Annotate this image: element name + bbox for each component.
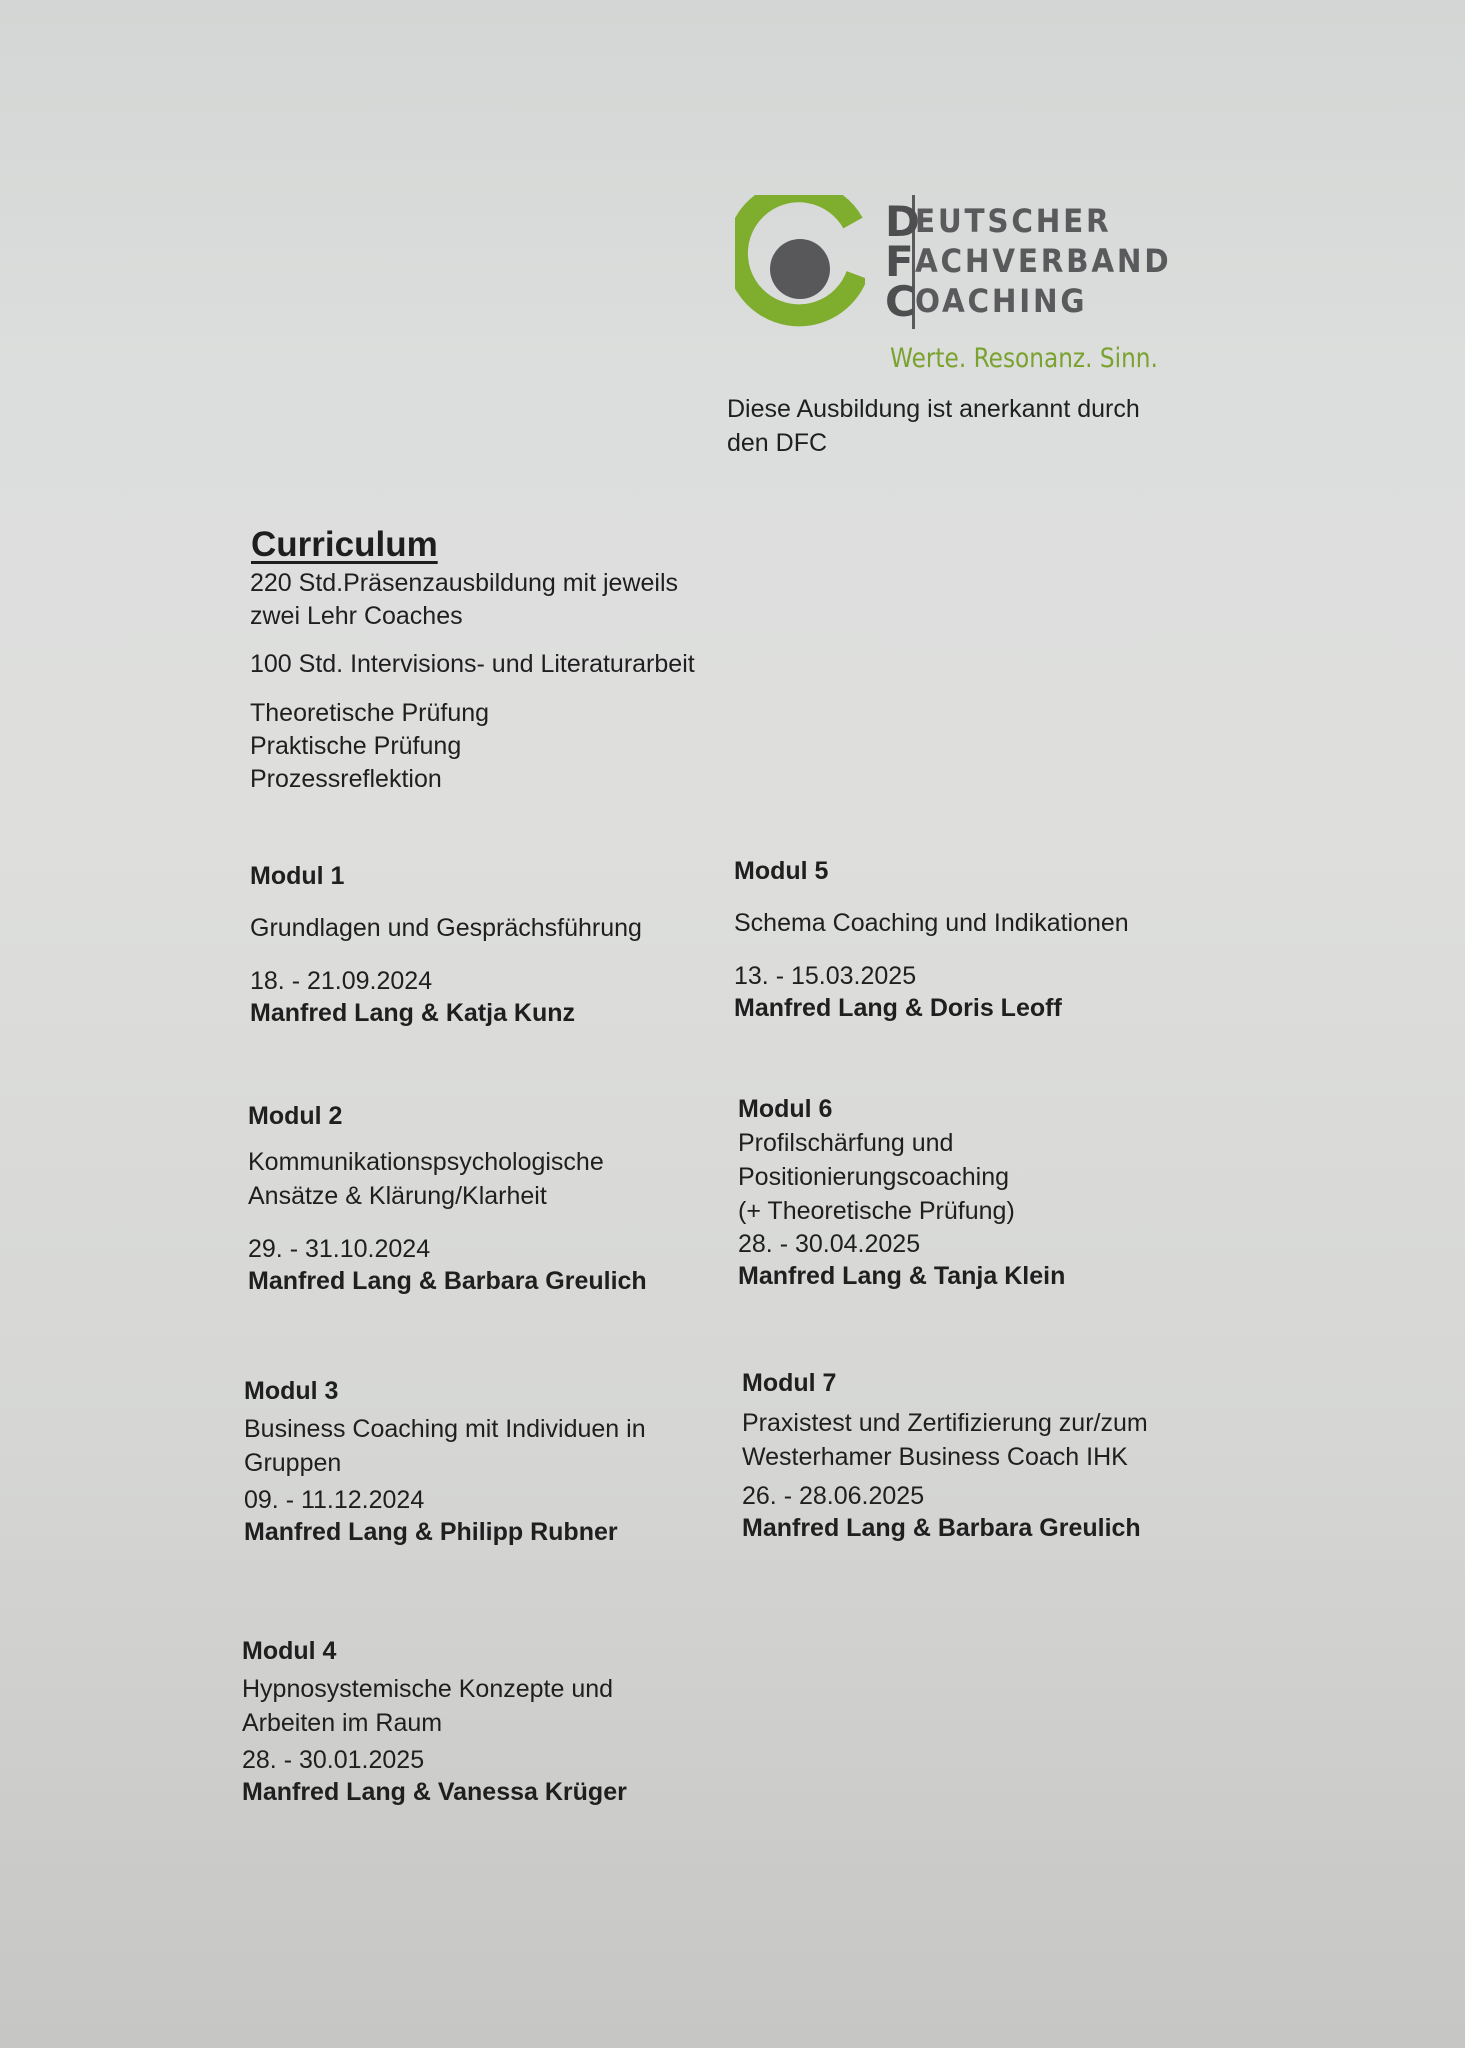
module-date: 29. - 31.10.2024	[248, 1235, 431, 1263]
module-title: Modul 2	[248, 1102, 343, 1130]
module-date: 18. - 21.09.2024	[250, 967, 433, 995]
module-topic: Ansätze & Klärung/Klarheit	[248, 1182, 547, 1210]
logo-word-deutscher: EUTSCHER	[915, 202, 1112, 240]
dfc-ring-icon	[735, 195, 865, 340]
module-topic: Kommunikationspsychologische	[248, 1148, 604, 1176]
module-2	[248, 1099, 718, 1297]
module-date: 26. - 28.06.2025	[742, 1482, 925, 1510]
recognition-line-2: den DFC	[727, 429, 828, 457]
module-coaches: Manfred Lang & Doris Leoff	[734, 994, 1062, 1022]
module-1	[250, 859, 720, 1029]
module-topic: Hypnosystemische Konzepte und	[242, 1675, 614, 1703]
module-6	[738, 1092, 1208, 1292]
module-topic: Schema Coaching und Indikationen	[734, 909, 1129, 937]
module-title: Modul 4	[242, 1637, 337, 1665]
module-coaches: Manfred Lang & Tanja Klein	[738, 1262, 1066, 1290]
curriculum-line: Theoretische Prüfung	[250, 699, 490, 727]
module-coaches: Manfred Lang & Barbara Greulich	[248, 1267, 647, 1295]
logo-initial-f: F	[885, 236, 917, 286]
module-title: Modul 5	[734, 857, 829, 885]
curriculum-exams	[250, 697, 489, 796]
module-title: Modul 7	[742, 1369, 837, 1397]
recognition-note	[727, 392, 1207, 460]
module-coaches: Manfred Lang & Katja Kunz	[250, 999, 576, 1027]
dfc-logo	[735, 195, 1205, 380]
module-title: Modul 3	[244, 1377, 339, 1405]
curriculum-line: Praktische Prüfung	[250, 732, 462, 760]
module-topic: (+ Theoretische Prüfung)	[738, 1197, 1015, 1225]
logo-initial-d: D	[885, 196, 923, 246]
module-topic: Praxistest und Zertifizierung zur/zum	[742, 1409, 1148, 1437]
module-topic: Profilschärfung und	[738, 1129, 954, 1157]
curriculum-title: Curriculum	[251, 525, 438, 564]
module-3	[244, 1374, 714, 1548]
module-5	[734, 854, 1204, 1024]
module-topic: Arbeiten im Raum	[242, 1709, 443, 1737]
module-date: 09. - 11.12.2024	[244, 1486, 425, 1514]
curriculum-line: 100 Std. Intervisions- und Literaturarbeit	[250, 650, 695, 678]
curriculum-line: 220 Std.Präsenzausbildung mit jeweils	[250, 569, 679, 597]
module-topic: Gruppen	[244, 1449, 342, 1477]
logo-word-coaching: OACHING	[915, 282, 1088, 320]
module-4	[242, 1634, 712, 1808]
module-topic: Business Coaching mit Individuen in	[244, 1415, 646, 1443]
module-date: 28. - 30.04.2025	[738, 1230, 921, 1258]
module-title: Modul 6	[738, 1095, 833, 1123]
module-date: 28. - 30.01.2025	[242, 1746, 425, 1774]
logo-word-fachverband: ACHVERBAND	[915, 242, 1172, 280]
logo-tagline: Werte. Resonanz. Sinn.	[890, 343, 1158, 374]
module-coaches: Manfred Lang & Barbara Greulich	[742, 1514, 1141, 1542]
logo-wordmark	[885, 196, 1194, 326]
curriculum-hours-block	[250, 567, 678, 633]
logo-initial-c: C	[885, 276, 919, 326]
module-coaches: Manfred Lang & Vanessa Krüger	[242, 1778, 627, 1806]
module-date: 13. - 15.03.2025	[734, 962, 917, 990]
recognition-line-1: Diese Ausbildung ist anerkannt durch	[727, 395, 1140, 423]
module-coaches: Manfred Lang & Philipp Rubner	[244, 1518, 618, 1546]
module-title: Modul 1	[250, 862, 345, 890]
module-topic: Grundlagen und Gesprächsführung	[250, 914, 642, 942]
module-topic: Westerhamer Business Coach IHK	[742, 1443, 1128, 1471]
curriculum-line: zwei Lehr Coaches	[250, 602, 463, 630]
curriculum-intervision	[250, 648, 695, 681]
curriculum-line: Prozessreflektion	[250, 765, 442, 793]
module-topic: Positionierungscoaching	[738, 1163, 1010, 1191]
module-7	[742, 1366, 1212, 1544]
